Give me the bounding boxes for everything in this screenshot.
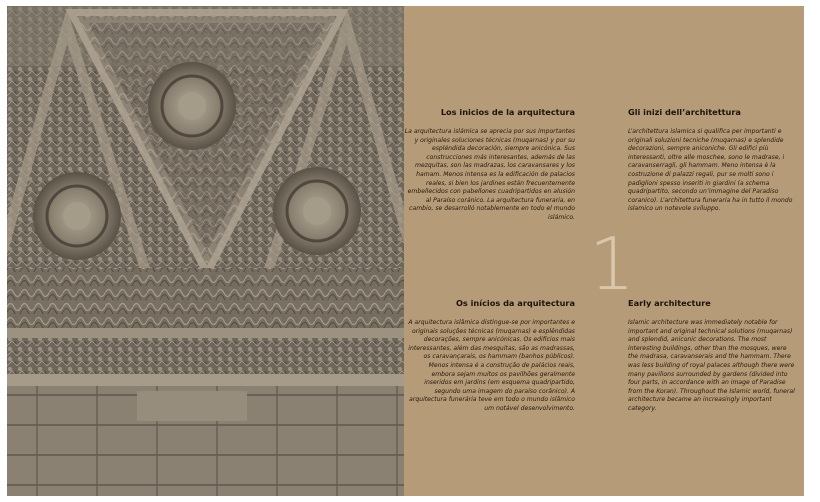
text-panel <box>404 6 804 496</box>
section-body: Islamic architecture was immediately notable for important and original technical solutions (muqarnas) and splendid, aniconic decorations. The most interesting buildings, other than the mosques, were the madrasa, caravanserais and the hammam. There was less building of royal palaces although there were many pavilions surrounded by gardens (divided into four parts, in accordance with an image of Paradise from the Koran). Throughout the Islamic world, funeral architecture became an increasingly important category. <box>628 319 795 412</box>
section-spanish <box>404 107 575 223</box>
section-english <box>628 298 798 414</box>
page-number: 1 <box>589 222 635 306</box>
section-body: A arquitectura islâmica distingue-se por importantes e originais soluções técnicas (muqarnas) e esplêndidas decorações, sempre anicónicas. Os edifícios mais interessantes, além das mesquitas, são as madrassas, os caravançarais, os hammam (banhos públicos). Menos intensa é a construção de palácios reais, embora sejam muitos os pavilhões geralmente inseridos em jardins (em esquema quadripartido, segundo uma imagem do paraíso corânico). A arquitectura funerária teve em todo o mundo islâmico um notável desenvolvimento. <box>408 319 575 412</box>
section-title: Early architecture <box>628 298 711 308</box>
section-portuguese <box>404 298 575 414</box>
carved-stone-facade-photo <box>7 6 404 496</box>
section-title: Gli inizi dell’architettura <box>628 107 741 117</box>
section-title: Los inicios de la arquitectura <box>440 107 575 117</box>
section-italian <box>628 107 798 214</box>
section-body: L’architettura islamica si qualifica per importanti e originali soluzioni tecniche (muqarnas) e splendide decorazioni, sempre aniconiche. Gli edifici più interessanti, oltre alle moschee, sono le madrase, i caravanserragli, gli hammam. Meno intensa è la costruzione di palazzi regali, pur se molti sono i padiglioni spesso inseriti in giardini (a schema quadripartito, secondo un’immagine del Paradiso coranico). L’architettura funeraria ha in tutto il mondo islamico un notevole sviluppo. <box>628 128 793 213</box>
carved-stone-illustration <box>7 6 404 496</box>
section-title: Os inícios da arquitectura <box>455 298 575 308</box>
section-body: La arquitectura islámica se aprecia por sus importantes y originales soluciones técnicas (muqarnas) y por su espléndida decoración, siempre anicónica. Sus construcciones más interesantes, además de las mezquitas, son las madrazas, los caravansares y los hamam. Menos intensa es la edificación de palacios reales, si bien los jardines están frecuentemente embellecidos con pabellones cuadripartidos en alusión al Paraíso coránico. La arquitectura funeraria, en cambio, se desarrolló notablemente en todo el mundo islámico. <box>404 128 575 221</box>
